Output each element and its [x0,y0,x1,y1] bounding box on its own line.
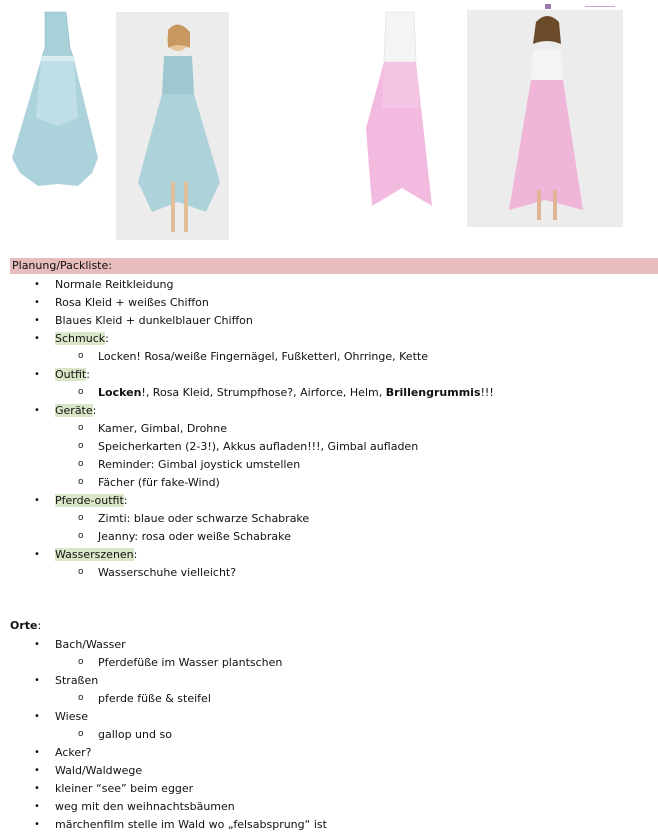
planning-header [10,258,658,274]
sub-item: o Fächer (für fake-Wind) [98,475,220,491]
blue-dress-product-image [8,8,103,190]
list-item-wasserszenen: • Wasserszenen: [55,547,137,563]
sub-item: o pferde füße & steifel [98,691,211,707]
sub-item: o Reminder: Gimbal joystick umstellen [98,457,300,473]
list-item-pferde-outfit: • Pferde-outfit: [55,493,128,509]
list-item-outfit: • Outfit: [55,367,90,383]
sub-item: o Pferdefüße im Wasser plantschen [98,655,282,671]
sub-item: o Jeanny: rosa oder weiße Schabrake [98,529,291,545]
sub-item: o Kamer, Gimbal, Drohne [98,421,227,437]
list-item: • Normale Reitkleidung [55,277,174,293]
sub-item: o Zimti: blaue oder schwarze Schabrake [98,511,309,527]
pink-dress-model-photo [467,10,623,227]
list-item: • Wald/Waldwege [55,763,142,779]
sub-item: o Speicherkarten (2-3!), Akkus aufladen!!!, Gimbal aufladen [98,439,418,455]
list-item: • Acker? [55,745,92,761]
sub-item: o gallop und so [98,727,172,743]
sub-item: o Wasserschuhe vielleicht? [98,565,236,581]
list-item: • Rosa Kleid + weißes Chiffon [55,295,209,311]
orte-heading: Orte: [10,619,42,632]
list-item: • Wiese [55,709,88,725]
list-item-schmuck: • Schmuck: [55,331,109,347]
list-item: • kleiner “see” beim egger [55,781,193,797]
list-item: • weg mit den weihnachtsbäumen [55,799,235,815]
sub-item: o Locken! Rosa/weiße Fingernägel, Fußketterl, Ohrringe, Kette [98,349,428,365]
pink-dress-product-image [362,8,437,206]
planning-header-title: Planung/Packliste: [12,259,112,272]
brand-logo-strip [525,0,645,6]
blue-dress-model-photo [116,12,229,240]
list-item: • Blaues Kleid + dunkelblauer Chiffon [55,313,253,329]
list-item: • Bach/Wasser [55,637,126,653]
list-item: • Straßen [55,673,98,689]
sub-item: o Locken!, Rosa Kleid, Strumpfhose?, Airforce, Helm, Brillengrummis!!! [98,385,494,401]
list-item-geraete: • Geräte: [55,403,96,419]
list-item: • märchenfilm stelle im Wald wo „felsabsprung“ ist [55,817,327,833]
